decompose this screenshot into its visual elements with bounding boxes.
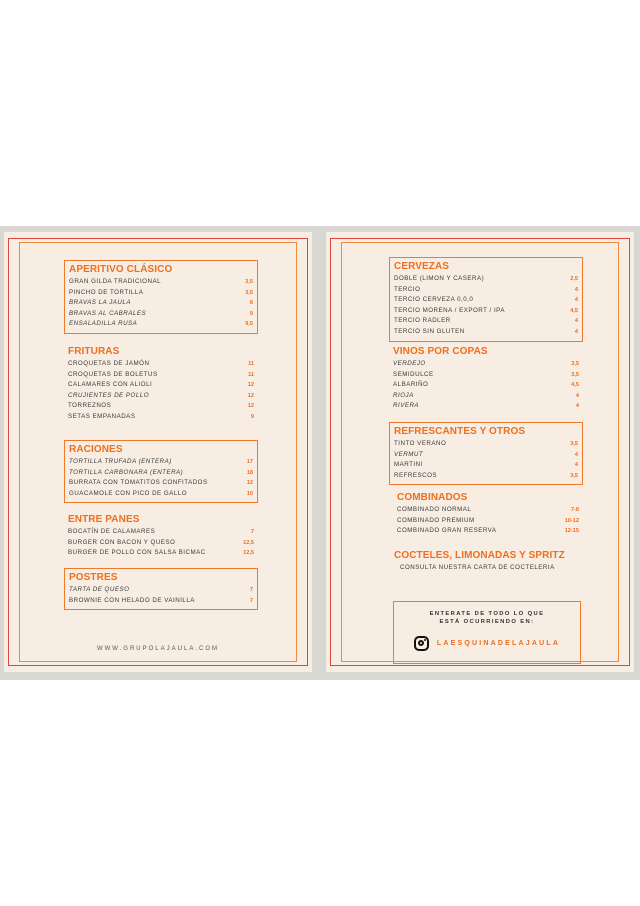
item-price: 17 <box>246 459 253 465</box>
item-name: BRAVAS LA JAULA <box>69 299 131 307</box>
item-price: 4 <box>575 403 579 410</box>
menu-item <box>393 371 579 382</box>
item-price: 4 <box>574 297 578 304</box>
cocktail-note: CONSULTA NUESTRA CARTA DE COCTELERIA <box>400 564 555 571</box>
menu-item <box>69 490 253 501</box>
item-name: CALAMARES CON ALIOLI <box>68 381 153 389</box>
item-name: SEMIDULCE <box>393 370 434 378</box>
item-price: 3,5 <box>570 472 578 479</box>
item-name: BURGER DE POLLO CON SALSA BICMAC <box>68 549 206 557</box>
menu-item <box>393 392 579 403</box>
menu-item <box>69 310 253 321</box>
menu-item <box>394 472 578 483</box>
menu-item <box>68 413 254 424</box>
item-price: 2,5 <box>570 276 578 282</box>
item-price: 4 <box>574 462 578 469</box>
item-price: 8 <box>249 300 253 307</box>
item-price: 3,5 <box>571 361 579 367</box>
item-price: 3,5 <box>570 441 578 447</box>
item-name: TORREZNOS <box>68 402 112 410</box>
item-name: GRAN GILDA TRADICIONAL <box>69 278 162 285</box>
item-name: RIVERA <box>393 402 420 410</box>
menu-item <box>394 286 578 297</box>
item-name: BURRATA CON TOMATITOS CONFITADOS <box>69 479 208 487</box>
instagram-row[interactable] <box>394 636 580 651</box>
item-name: GUACAMOLE CON PICO DE GALLO <box>69 489 188 497</box>
item-price: 11 <box>248 361 254 367</box>
item-name: COMBINADO GRAN RESERVA <box>397 527 497 535</box>
item-name: COMBINADO NORMAL <box>397 506 472 513</box>
item-name: BOCATÍN DE CALAMARES <box>68 528 156 535</box>
item-name: TERCIO RADLER <box>394 317 451 325</box>
instagram-icon <box>414 636 429 651</box>
menu-item <box>393 360 579 371</box>
item-price: 4 <box>574 451 578 458</box>
section-aperitivo-clasico <box>64 260 258 334</box>
item-name: ALBARIÑO <box>393 381 429 389</box>
item-price: 9,5 <box>245 321 253 328</box>
item-name: TINTO VERANO <box>394 440 447 447</box>
menu-page-right <box>326 232 634 672</box>
item-name: TERCIO <box>394 285 421 293</box>
item-price: 4 <box>575 392 579 399</box>
section-vinos-por-copas <box>393 346 579 413</box>
item-name: RIOJA <box>393 391 414 399</box>
menu-item <box>68 539 254 550</box>
section-title: COCTELES, LIMONADAS Y SPRITZ <box>394 550 565 561</box>
menu-item <box>397 517 579 528</box>
item-price: 7 <box>249 597 253 604</box>
item-name: BRAVAS AL CABRALES <box>69 309 147 317</box>
section-title: VINOS POR COPAS <box>393 346 488 357</box>
item-price: 12,5 <box>243 550 254 557</box>
item-price: 3,5 <box>245 279 253 285</box>
item-price: 7 <box>249 587 253 593</box>
menu-item <box>69 469 253 480</box>
instagram-handle[interactable]: LAESQUINADELAJAULA <box>436 640 561 647</box>
menu-item <box>68 381 254 392</box>
item-price: 12-15 <box>564 528 579 535</box>
menu-item <box>69 289 253 300</box>
menu-item <box>394 296 578 307</box>
item-price: 4 <box>574 328 578 335</box>
menu-item <box>394 451 578 462</box>
section-title: CERVEZAS <box>394 261 450 272</box>
item-name: REFRESCOS <box>394 471 438 479</box>
menu-item <box>394 307 578 318</box>
section-title: COMBINADOS <box>397 492 468 503</box>
item-name: BROWNIE CON HELADO DE VAINILLA <box>69 596 195 604</box>
menu-item <box>69 278 253 289</box>
menu-item <box>397 506 579 517</box>
social-text <box>394 610 580 626</box>
item-name: VERMUT <box>394 450 424 458</box>
item-price: 4,5 <box>571 382 579 389</box>
item-name: COMBINADO PREMIUM <box>397 516 475 524</box>
menu-item <box>394 461 578 472</box>
menu-item <box>69 458 253 469</box>
item-name: ENSALADILLA RUSA <box>69 320 138 328</box>
item-name: CRUJIENTES DE POLLO <box>68 391 150 399</box>
menu-item <box>394 275 578 286</box>
item-name: SETAS EMPANADAS <box>68 412 136 420</box>
social-box <box>393 601 581 664</box>
section-refrescantes-y-otros <box>389 422 583 485</box>
item-name: TORTILLA TRUFADA (ENTERA) <box>69 458 172 465</box>
section-postres <box>64 568 258 610</box>
item-price: 12 <box>246 480 253 487</box>
section-title: RACIONES <box>69 444 123 455</box>
social-text-line1: ENTERATE DE TODO LO QUE <box>429 611 545 617</box>
item-price: 12 <box>247 382 254 389</box>
item-price: 10 <box>246 490 253 497</box>
item-name: DOBLE (LIMON Y CASERA) <box>394 275 485 282</box>
menu-item <box>394 317 578 328</box>
item-name: TERCIO CERVEZA 0,0,0 <box>394 296 474 304</box>
menu-item <box>69 586 253 597</box>
menu-page-left <box>4 232 312 672</box>
section-combinados <box>397 492 579 538</box>
menu-item <box>68 392 254 403</box>
social-text-line2: ESTÁ OCURRIENDO EN: <box>439 619 535 625</box>
item-name: CROQUETAS DE BOLETUS <box>68 370 158 378</box>
item-name: VERDEJO <box>393 360 426 367</box>
item-price: 4 <box>574 318 578 325</box>
section-title: REFRESCANTES Y OTROS <box>394 426 526 437</box>
section-raciones <box>64 440 258 503</box>
item-price: 7 <box>250 529 254 535</box>
item-name: TERCIO MORENA / EXPORT / IPA <box>394 306 505 314</box>
item-name: TERCIO SIN GLUTEN <box>394 327 465 335</box>
item-price: 12 <box>247 392 254 399</box>
item-price: 3,5 <box>245 289 253 296</box>
item-name: TORTILLA CARBONARA (ENTERA) <box>69 468 184 476</box>
section-entre-panes <box>68 514 254 560</box>
item-price: 4,5 <box>570 307 578 314</box>
item-price: 4 <box>574 286 578 293</box>
menu-item <box>69 479 253 490</box>
item-price: 7-8 <box>570 507 579 513</box>
section-cervezas <box>389 257 583 342</box>
section-title: POSTRES <box>69 572 118 583</box>
section-title: ENTRE PANES <box>68 514 140 525</box>
item-price: 11 <box>248 371 254 378</box>
menu-sheet <box>0 226 640 680</box>
item-price: 9 <box>249 310 253 317</box>
item-name: MARTINI <box>394 461 423 469</box>
menu-item <box>69 299 253 310</box>
menu-item <box>394 440 578 451</box>
website-url: WWW.GRUPOLAJAULA.COM <box>96 646 219 652</box>
item-price: 18 <box>246 469 253 476</box>
menu-item <box>68 360 254 371</box>
section-cocteles <box>394 550 594 571</box>
item-price: 12,5 <box>243 539 254 546</box>
item-price: 10-12 <box>564 517 579 524</box>
item-name: TARTA DE QUESO <box>69 586 130 593</box>
section-frituras <box>68 346 254 424</box>
section-title: APERITIVO CLÁSICO <box>69 264 173 275</box>
menu-item <box>68 371 254 382</box>
menu-item <box>69 320 253 331</box>
menu-item <box>68 402 254 413</box>
item-price: 9 <box>250 413 254 420</box>
menu-item <box>69 597 253 608</box>
item-price: 12 <box>247 403 254 410</box>
menu-item <box>68 528 254 539</box>
menu-item <box>394 328 578 339</box>
menu-item <box>397 527 579 538</box>
menu-item <box>68 549 254 560</box>
item-name: BURGER CON BACON Y QUESO <box>68 538 176 546</box>
menu-item <box>393 381 579 392</box>
item-price: 3,5 <box>571 371 579 378</box>
item-name: CROQUETAS DE JAMÓN <box>68 360 150 367</box>
menu-item <box>393 402 579 413</box>
item-name: PINCHO DE TORTILLA <box>69 288 144 296</box>
section-title: FRITURAS <box>68 346 120 357</box>
